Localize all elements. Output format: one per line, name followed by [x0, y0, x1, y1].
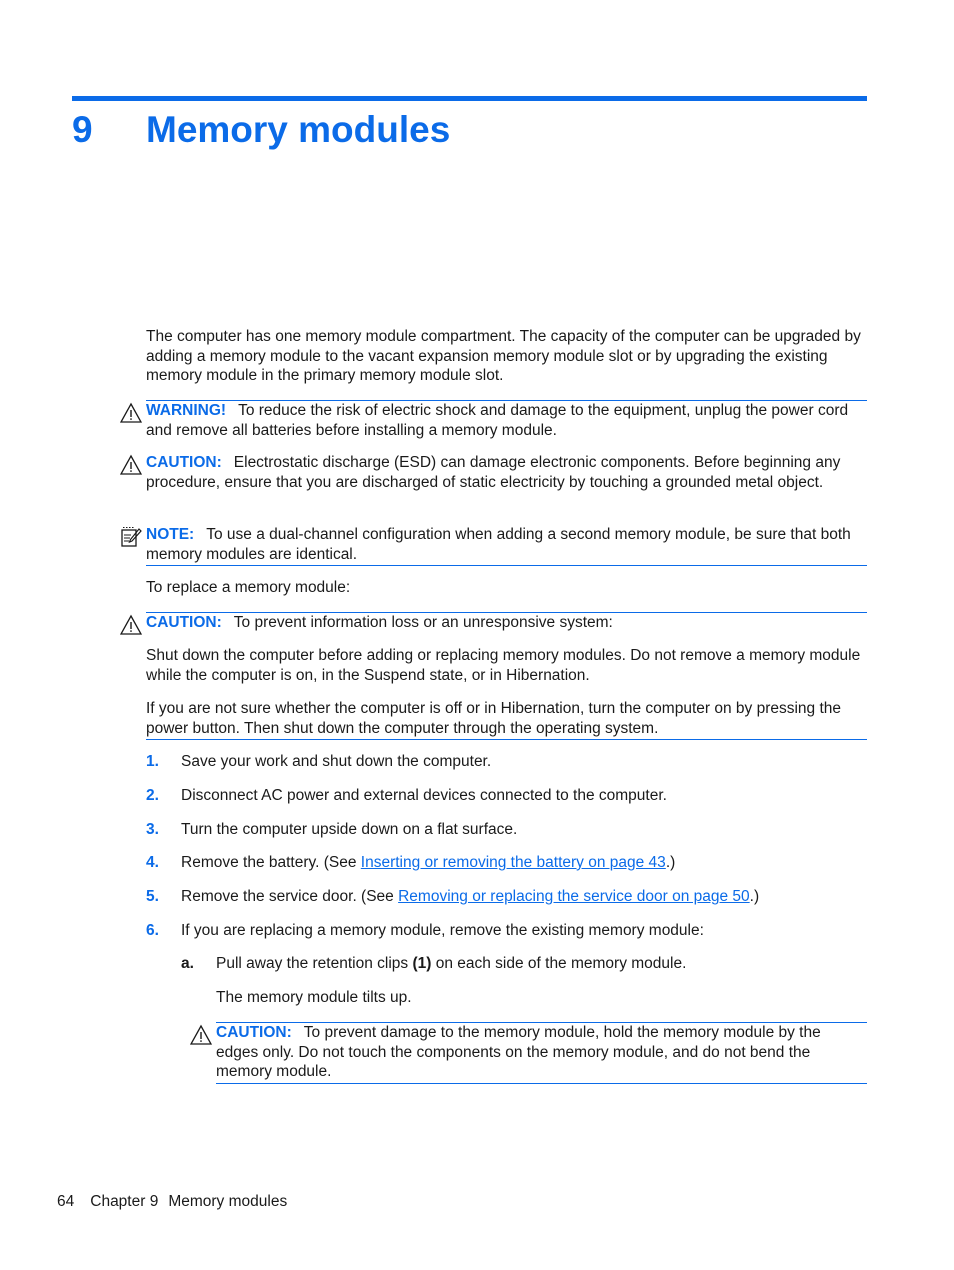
page-footer: [57, 1192, 287, 1212]
step-number: 3.: [146, 821, 159, 838]
warning-box: [146, 400, 867, 440]
step-number: 1.: [146, 753, 159, 770]
caution-text: Electrostatic discharge (ESD) can damage electronic components. Before beginning any procedure, ensure that you are discharged of static electricity by touching a grounded metal object.: [146, 454, 841, 491]
step-text: If you are replacing a memory module, remove the existing memory module:: [181, 922, 704, 939]
step-text-pre: Remove the service door. (See: [181, 888, 399, 905]
caution-text: To prevent information loss or an unresponsive system:: [233, 614, 613, 631]
step-text: Save your work and shut down the computer.: [181, 753, 492, 770]
chapter-number: 9: [72, 109, 93, 150]
caution-label: CAUTION:: [146, 454, 222, 471]
step-number: 2.: [146, 787, 159, 804]
warning-text: To reduce the risk of electric shock and damage to the equipment, unplug the power cord and remove all batteries before installing a memory module.: [146, 402, 849, 439]
step-text: [181, 853, 675, 873]
chapter-rule: [72, 96, 867, 101]
footer-chapter: Chapter 9: [90, 1193, 159, 1210]
note-pencil-icon: [120, 526, 142, 548]
caution-label: CAUTION:: [216, 1024, 292, 1041]
substep-text: [216, 954, 686, 974]
step-number: 4.: [146, 854, 159, 871]
step-number: 5.: [146, 888, 159, 905]
step-text: Disconnect AC power and external devices connected to the computer.: [181, 787, 667, 804]
callout-number: (1): [412, 955, 432, 972]
substep-result: The memory module tilts up.: [216, 989, 412, 1006]
step-text: [181, 887, 759, 907]
step-text-post: .): [665, 854, 676, 871]
caution-paragraph-2: If you are not sure whether the computer is off or in Hibernation, turn the computer on by pressing the power button. Then shut down the computer through the operating system.: [146, 699, 867, 740]
step-text-pre: Remove the battery. (See: [181, 854, 361, 871]
footer-title: Memory modules: [168, 1193, 288, 1210]
step-text: Turn the computer upside down on a flat surface.: [181, 821, 518, 838]
caution-box-esd: [146, 453, 867, 492]
battery-page-link[interactable]: Inserting or removing the battery on page 43: [360, 854, 666, 871]
substep-text-pre: Pull away the retention clips: [216, 955, 413, 972]
warning-label: WARNING!: [146, 402, 227, 419]
step-number: 6.: [146, 922, 159, 939]
note-box: [146, 525, 867, 566]
intro-paragraph: The computer has one memory module compartment. The capacity of the computer can be upgraded by adding a memory module to the vacant expansion memory module slot or by upgrading the existing memory module in the primary memory module slot.: [146, 328, 861, 384]
caution-box-handling: [216, 1022, 867, 1084]
note-text: To use a dual-channel configuration when adding a second memory module, be sure that both memory modules are identical.: [146, 526, 851, 563]
warning-triangle-icon: [120, 454, 142, 476]
replace-intro: To replace a memory module:: [146, 579, 351, 596]
caution-box-shutdown: [146, 612, 867, 633]
caution-paragraph-1: Shut down the computer before adding or replacing memory modules. Do not remove a memory module while the computer is on, in the Suspend state, or in Hibernation.: [146, 647, 861, 684]
substep-letter: a.: [181, 955, 194, 972]
warning-triangle-icon: [120, 614, 142, 636]
substep-text-post: on each side of the memory module.: [431, 955, 687, 972]
caution-text: To prevent damage to the memory module, hold the memory module by the edges only. Do not touch the components on the memory module, and do not bend the memory module.: [216, 1024, 821, 1080]
caution-label: CAUTION:: [146, 614, 222, 631]
step-text-post: .): [749, 888, 760, 905]
page-number: 64: [57, 1193, 75, 1210]
chapter-title: Memory modules: [146, 109, 451, 150]
service-door-page-link[interactable]: Removing or replacing the service door on page 50: [398, 888, 750, 905]
note-label: NOTE:: [146, 526, 195, 543]
warning-triangle-icon: [190, 1024, 212, 1046]
warning-triangle-icon: [120, 402, 142, 424]
